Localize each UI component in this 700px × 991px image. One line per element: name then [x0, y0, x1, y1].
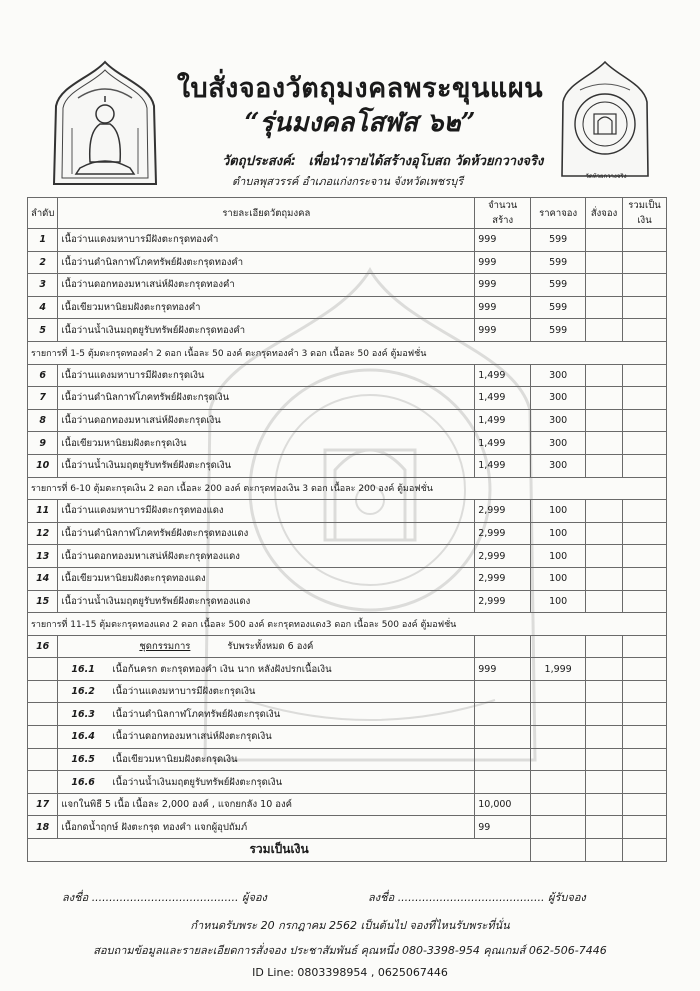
row-number: 7 — [28, 387, 58, 410]
sub-row-number: 16.4 — [71, 731, 95, 743]
row-description: แจกในพิธี 5 เนื้อ เนื้อละ 2,000 องค์ , แจกยกลัง 10 องค์ — [58, 793, 475, 816]
row-description: เนื้อว่านแดงมหาบารมีฝังตะกรุดทองคำ — [58, 229, 475, 252]
contact-info: สอบถามข้อมูลและรายละเอียดการสั่งจอง ประชาสัมพันธ์ คุณหนึ่ง 080-3398-954 คุณเกมส์ 062-506-7446 — [93, 944, 607, 957]
table-row — [28, 726, 667, 749]
row-description: เนื้อเขียวมหานิยมฝังตะกรุดทองแดง — [58, 567, 475, 590]
row-quantity: 2,999 — [475, 500, 531, 523]
table-row — [28, 590, 667, 613]
row-price: 100 — [531, 590, 586, 613]
table-row — [28, 771, 667, 794]
total-field[interactable] — [623, 409, 667, 432]
order-field[interactable] — [586, 658, 623, 681]
table-row — [28, 409, 667, 432]
col-header-order: สั่งจอง — [586, 198, 623, 229]
row-description — [58, 703, 475, 726]
order-field[interactable] — [586, 296, 623, 319]
sub-row-number: 16.1 — [71, 663, 95, 675]
row-number: 13 — [28, 545, 58, 568]
row-quantity: 2,999 — [475, 522, 531, 545]
table-row — [28, 500, 667, 523]
total-field[interactable] — [623, 432, 667, 455]
row-description: เนื้อว่านดอกทองมหาเสน่ห์ฝังตะกรุดทองคำ — [58, 274, 475, 297]
row-quantity: 1,499 — [475, 432, 531, 455]
order-field[interactable] — [586, 454, 623, 477]
col-header-no: ลำดับ — [28, 198, 58, 229]
row-quantity: 1,499 — [475, 409, 531, 432]
temple-seal-icon — [558, 58, 653, 188]
row-description — [58, 726, 475, 749]
table-row — [28, 545, 667, 568]
total-field[interactable] — [623, 251, 667, 274]
row-number: 6 — [28, 364, 58, 387]
row-description: เนื้อเขียวมหานิยมฝังตะกรุดเงิน — [58, 432, 475, 455]
col-header-desc: รายละเอียดวัตถุมงคล — [58, 198, 475, 229]
row-price: 100 — [531, 522, 586, 545]
total-field[interactable] — [623, 454, 667, 477]
total-field[interactable] — [623, 793, 667, 816]
table-row — [28, 387, 667, 410]
row-number: 14 — [28, 567, 58, 590]
total-field[interactable] — [623, 500, 667, 523]
row-price: 599 — [531, 251, 586, 274]
group-note: รายการที่ 6-10 ตุ้มตะกรุดเงิน 2 ดอก เนื้อละ 200 องค์ ตะกรุดทองเงิน 3 ดอก เนื้อละ 200 องค์ ตู้มอฟชั่น — [28, 477, 667, 500]
grand-total-label: รวมเป็นเงิน — [28, 839, 531, 862]
row-quantity: 1,499 — [475, 454, 531, 477]
order-field[interactable] — [586, 251, 623, 274]
line-id: ID Line: 0803398954 , 0625067446 — [252, 966, 448, 979]
sign-label: ลงชื่อ — [62, 891, 89, 904]
row-description: เนื้อว่านแดงมหาบารมีฝังตะกรุดเงิน — [58, 364, 475, 387]
order-field[interactable] — [586, 590, 623, 613]
row-description — [58, 635, 475, 658]
total-field[interactable] — [623, 545, 667, 568]
table-row — [28, 680, 667, 703]
row-price: 100 — [531, 545, 586, 568]
sign-line: .......................................... — [91, 891, 239, 904]
total-field[interactable] — [623, 567, 667, 590]
total-field[interactable] — [623, 635, 667, 658]
purpose-text: เพื่อนำรายได้สร้างอุโบสถ วัดห้วยกวางจริง — [308, 154, 544, 169]
row-price: 300 — [531, 454, 586, 477]
group-note: รายการที่ 11-15 ตุ้มตะกรุดทองแดง 2 ดอก เนื้อละ 500 องค์ ตะกรุดทองแดง3 ดอก เนื้อละ 500 องค์ ตู้มอฟชั่น — [28, 613, 667, 636]
row-quantity: 999 — [475, 296, 531, 319]
row-quantity: 1,499 — [475, 387, 531, 410]
sub-row-number: 16.6 — [71, 776, 95, 788]
total-field[interactable] — [623, 522, 667, 545]
row-number: 16 — [28, 635, 58, 658]
row-description: เนื้อกดน้ำฤกษ์ ฝังตะกรุด ทองคำ แจกผู้อุปถัมภ์ — [58, 816, 475, 839]
row-number: 1 — [28, 229, 58, 252]
booker-label: ผู้จอง — [242, 891, 267, 904]
row-price: 1,999 — [531, 658, 586, 681]
row-price: 300 — [531, 364, 586, 387]
row-quantity: 999 — [475, 274, 531, 297]
table-row — [28, 567, 667, 590]
row-description: เนื้อว่านดอกทองมหาเสน่ห์ฝังตะกรุดทองแดง — [58, 545, 475, 568]
temple-address: ตำบลพุสวรรค์ อำเภอแก่งกระจาน จังหวัดเพชรบุรี — [232, 175, 464, 188]
table-row — [28, 658, 667, 681]
group-note: รายการที่ 1-5 ตุ้มตะกรุดทองคำ 2 ดอก เนื้อละ 50 องค์ ตะกรุดทองคำ 3 ดอก เนื้อละ 50 องค์ ตู้มอฟชั่น — [28, 341, 667, 364]
row-number: 5 — [28, 319, 58, 342]
table-row — [28, 251, 667, 274]
row-price: 599 — [531, 319, 586, 342]
row-price: 100 — [531, 567, 586, 590]
row-description — [58, 658, 475, 681]
receiver-label: ผู้รับจอง — [548, 891, 586, 904]
table-row — [28, 635, 667, 658]
row-description: เนื้อว่านน้ำเงินมฤตยูรับทรัพย์ฝังตะกรุดทองแดง — [58, 590, 475, 613]
order-field[interactable] — [586, 500, 623, 523]
row-price: 300 — [531, 387, 586, 410]
table-header-row — [28, 198, 667, 229]
group-note-row — [28, 341, 667, 364]
row-quantity: 2,999 — [475, 545, 531, 568]
order-field[interactable] — [586, 522, 623, 545]
row-number: 3 — [28, 274, 58, 297]
row-description: เนื้อว่านแดงมหาบารมีฝังตะกรุดทองแดง — [58, 500, 475, 523]
row-number: 9 — [28, 432, 58, 455]
order-field[interactable] — [586, 635, 623, 658]
row-quantity: 99 — [475, 816, 531, 839]
set-note: รับพระทั้งหมด 6 องค์ — [227, 640, 314, 652]
row-quantity: 1,499 — [475, 364, 531, 387]
table-row — [28, 454, 667, 477]
order-field[interactable] — [586, 567, 623, 590]
order-field[interactable] — [586, 816, 623, 839]
sub-row-desc: เนื้อว่านน้ำเงินมฤตยูรับทรัพย์ฝังตะกรุดเงิน — [112, 776, 283, 788]
table-row — [28, 432, 667, 455]
order-field[interactable] — [586, 229, 623, 252]
table-row — [28, 274, 667, 297]
row-description: เนื้อว่านน้ำเงินมฤตยูรับทรัพย์ฝังตะกรุดเงิน — [58, 454, 475, 477]
page-title: ใบสั่งจองวัตถุมงคลพระขุนแผน — [176, 73, 544, 104]
col-header-qty: จำนวนสร้าง — [475, 198, 531, 229]
order-field[interactable] — [586, 545, 623, 568]
row-number: 4 — [28, 296, 58, 319]
sign-label: ลงชื่อ — [368, 891, 395, 904]
row-price: 599 — [531, 229, 586, 252]
row-quantity: 999 — [475, 319, 531, 342]
row-number: 17 — [28, 793, 58, 816]
order-field[interactable] — [586, 319, 623, 342]
purpose-line — [222, 150, 543, 171]
table-row — [28, 703, 667, 726]
total-field[interactable] — [623, 296, 667, 319]
order-field[interactable] — [586, 409, 623, 432]
sub-row-desc: เนื้อเขียวมหานิยมฝังตะกรุดเงิน — [112, 753, 238, 765]
sub-row-number: 16.5 — [71, 753, 95, 765]
table-row — [28, 229, 667, 252]
sub-row-number: 16.3 — [71, 708, 95, 720]
pickup-deadline: กำหนดรับพระ 20 กรกฎาคม 2562 เป็นต้นไป จองที่ไหนรับพระที่นั่น — [190, 919, 510, 932]
table-row — [28, 296, 667, 319]
booker-signature[interactable] — [62, 888, 267, 906]
row-quantity: 2,999 — [475, 567, 531, 590]
row-description: เนื้อว่านดำนิลกาฬโภคทรัพย์ฝังตะกรุดทองคำ — [58, 251, 475, 274]
row-description: เนื้อว่านน้ำเงินมฤตยูรับทรัพย์ฝังตะกรุดทองคำ — [58, 319, 475, 342]
purpose-label: วัตถุประสงค์: — [222, 154, 297, 169]
grand-total-row — [28, 839, 667, 862]
total-field[interactable] — [623, 658, 667, 681]
grand-total-field[interactable] — [623, 839, 667, 862]
row-price: 100 — [531, 500, 586, 523]
row-number: 18 — [28, 816, 58, 839]
total-field[interactable] — [623, 319, 667, 342]
order-field[interactable] — [586, 793, 623, 816]
col-header-total: รวมเป็นเงิน — [623, 198, 667, 229]
sub-row-desc: เนื้อว่านแดงมหาบารมีฝังตะกรุดเงิน — [112, 686, 256, 698]
row-price: 599 — [531, 296, 586, 319]
table-row — [28, 793, 667, 816]
sub-row-desc: เนื้อว่านดอกทองมหาเสน่ห์ฝังตะกรุดเงิน — [112, 731, 272, 743]
row-quantity: 999 — [475, 229, 531, 252]
order-field[interactable] — [586, 432, 623, 455]
buddha-amulet-icon — [50, 58, 160, 188]
total-field[interactable] — [623, 816, 667, 839]
total-field[interactable] — [623, 387, 667, 410]
row-quantity: 10,000 — [475, 793, 531, 816]
group-note-row — [28, 477, 667, 500]
row-number: 12 — [28, 522, 58, 545]
row-description — [58, 748, 475, 771]
total-field[interactable] — [623, 229, 667, 252]
row-description: เนื้อเขียวมหานิยมฝังตะกรุดทองคำ — [58, 296, 475, 319]
sub-row-desc: เนื้อว่านดำนิลกาฬโภคทรัพย์ฝังตะกรุดเงิน — [112, 708, 281, 720]
row-quantity: 999 — [475, 658, 531, 681]
row-description: เนื้อว่านดอกทองมหาเสน่ห์ฝังตะกรุดเงิน — [58, 409, 475, 432]
edition-subtitle: “รุ่นมงคลโสฬส ๖๒” — [244, 108, 476, 138]
order-table — [27, 197, 667, 862]
set-label: ชุดกรรมการ — [139, 640, 191, 652]
table-row — [28, 748, 667, 771]
row-number: 2 — [28, 251, 58, 274]
row-quantity: 999 — [475, 251, 531, 274]
sub-row-desc: เนื้อก้นครก ตะกรุดทองคำ เงิน นาก หลังฝังปรกเนื้อเงิน — [112, 663, 332, 675]
row-price: 599 — [531, 274, 586, 297]
row-quantity: 2,999 — [475, 590, 531, 613]
table-row — [28, 816, 667, 839]
total-field[interactable] — [623, 274, 667, 297]
row-description: เนื้อว่านดำนิลกาฬโภคทรัพย์ฝังตะกรุดเงิน — [58, 387, 475, 410]
form-header — [0, 58, 700, 193]
row-description: เนื้อว่านดำนิลกาฬโภคทรัพย์ฝังตะกรุดทองแดง — [58, 522, 475, 545]
table-row — [28, 364, 667, 387]
seal-caption: วัดห้วยกวางจริง — [585, 173, 627, 180]
row-description — [58, 771, 475, 794]
order-field[interactable] — [586, 364, 623, 387]
group-note-row — [28, 613, 667, 636]
order-field[interactable] — [586, 387, 623, 410]
table-row — [28, 522, 667, 545]
order-field[interactable] — [586, 274, 623, 297]
receiver-signature[interactable] — [368, 888, 586, 906]
row-number: 15 — [28, 590, 58, 613]
table-row — [28, 319, 667, 342]
row-number: 10 — [28, 454, 58, 477]
col-header-price: ราคาจอง — [531, 198, 586, 229]
row-price: 300 — [531, 432, 586, 455]
row-number: 8 — [28, 409, 58, 432]
row-number: 11 — [28, 500, 58, 523]
total-field[interactable] — [623, 590, 667, 613]
sign-line: .......................................... — [397, 891, 545, 904]
total-field[interactable] — [623, 364, 667, 387]
row-price: 300 — [531, 409, 586, 432]
sub-row-number: 16.2 — [71, 686, 95, 698]
row-description — [58, 680, 475, 703]
